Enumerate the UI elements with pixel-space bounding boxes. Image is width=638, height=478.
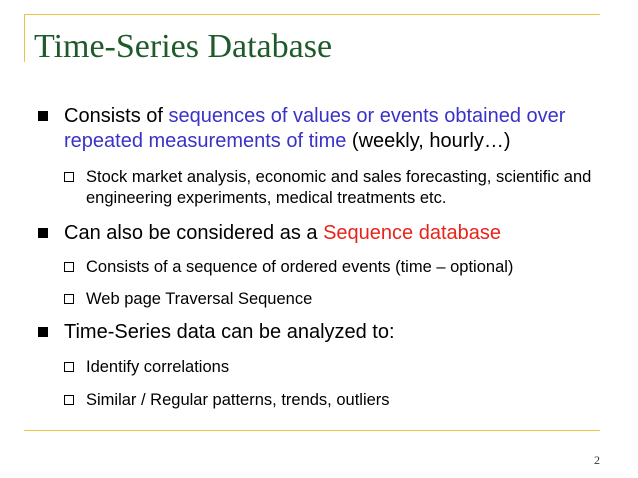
square-bullet-icon — [38, 327, 48, 337]
highlight-text: Sequence database — [323, 222, 501, 244]
bullet-3-text: Time-Series data can be analyzed to: — [64, 321, 395, 343]
sub-bullet-text: Consists of a sequence of ordered events (time – optional) — [86, 258, 514, 276]
hollow-square-bullet-icon — [64, 172, 74, 182]
sub-bullet-text: Similar / Regular patterns, trends, outliers — [86, 391, 390, 409]
hollow-square-bullet-icon — [64, 262, 74, 272]
bottom-rule — [24, 430, 600, 431]
page-number: 2 — [594, 453, 600, 467]
sub-bullet-text: Web page Traversal Sequence — [86, 290, 313, 308]
hollow-square-bullet-icon — [64, 362, 74, 372]
hollow-square-bullet-icon — [64, 294, 74, 304]
sub-bullet-text: Stock market analysis, economic and sales forecasting, scientific and engineering experiments, medical treatments etc. — [86, 168, 592, 207]
slide-title: Time-Series Database — [34, 28, 333, 65]
square-bullet-icon — [38, 111, 48, 121]
bullet-2-text: Can also be considered as a Sequence database — [64, 222, 501, 244]
bullet-1-text: Consists of sequences of values or events obtained over repeated measurements of time (weekly, hourly…) — [64, 105, 566, 152]
sub-bullet-text: Identify correlations — [86, 358, 230, 376]
left-rule — [24, 14, 25, 62]
highlight-text: sequences of values or events obtained over repeated measurements of time — [64, 105, 566, 152]
square-bullet-icon — [38, 228, 48, 238]
top-rule — [24, 14, 600, 15]
hollow-square-bullet-icon — [64, 395, 74, 405]
